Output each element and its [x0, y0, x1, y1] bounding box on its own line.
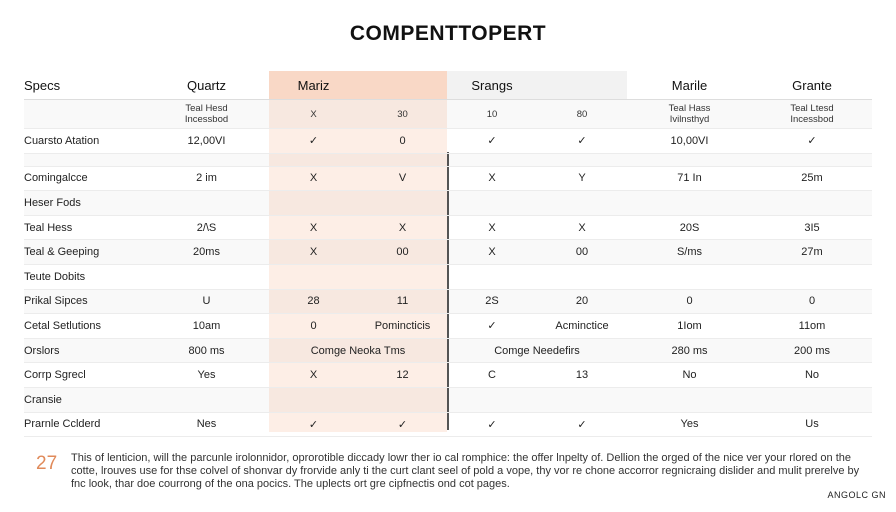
table-cell	[537, 387, 627, 412]
table-cell: 25m	[752, 166, 872, 191]
table-cell: ✓	[447, 129, 537, 154]
table-cell: ✓	[269, 412, 358, 437]
table-cell: 13	[537, 363, 627, 388]
table-cell: 10	[447, 100, 537, 129]
table-cell: 0	[269, 314, 358, 339]
table-row	[24, 129, 872, 154]
table-cell	[269, 387, 358, 412]
table-cell: 0	[752, 289, 872, 314]
brand-logo	[827, 490, 886, 500]
table-cell: X	[269, 166, 358, 191]
table-cell: 11om	[752, 314, 872, 339]
table-header-row	[24, 71, 872, 100]
table-row	[24, 153, 872, 166]
table-cell: 00	[358, 240, 447, 265]
table-row	[24, 363, 872, 388]
row-label: Teute Dobits	[24, 264, 144, 289]
table-cell: 12,00VI	[144, 129, 269, 154]
table-cell: Teal Ltesd Incessbod	[752, 100, 872, 129]
table-cell	[447, 153, 537, 166]
table-cell: ✓	[269, 129, 358, 154]
table-cell: X	[269, 240, 358, 265]
row-label: Prikal Sipces	[24, 289, 144, 314]
table-row	[24, 338, 872, 363]
table-cell	[627, 191, 752, 216]
table-cell: 2/\S	[144, 215, 269, 240]
table-cell	[537, 264, 627, 289]
table-row	[24, 289, 872, 314]
table-cell: X	[447, 240, 537, 265]
table-cell	[358, 191, 447, 216]
table-row	[24, 387, 872, 412]
column-header: Marile	[627, 71, 752, 100]
table-cell: X	[447, 215, 537, 240]
table-cell: 71 In	[627, 166, 752, 191]
table-cell: 20	[537, 289, 627, 314]
table-cell: Yes	[627, 412, 752, 437]
table-cell	[269, 153, 358, 166]
table-cell: 2 im	[144, 166, 269, 191]
table-cell: 11	[358, 289, 447, 314]
row-label: Orslors	[24, 338, 144, 363]
table-cell: 0	[627, 289, 752, 314]
table-cell: Y	[537, 166, 627, 191]
table-cell	[144, 191, 269, 216]
row-label	[24, 153, 144, 166]
table-cell: X	[447, 166, 537, 191]
table-cell: 10am	[144, 314, 269, 339]
table-cell: Comge Needefirs	[447, 338, 627, 363]
table-row	[24, 412, 872, 437]
table-cell: X	[269, 100, 358, 129]
table-cell	[447, 191, 537, 216]
row-label: Cuarsto Atation	[24, 129, 144, 154]
table-cell: 200 ms	[752, 338, 872, 363]
table-cell: 280 ms	[627, 338, 752, 363]
table-cell: 80	[537, 100, 627, 129]
table-cell: 20S	[627, 215, 752, 240]
table-cell: ✓	[447, 314, 537, 339]
row-label: Heser Fods	[24, 191, 144, 216]
table-cell: Teal Hesd Incessbod	[144, 100, 269, 129]
table-row	[24, 240, 872, 265]
table-cell: X	[358, 215, 447, 240]
table-row	[24, 166, 872, 191]
table-row	[24, 191, 872, 216]
page-title: COMPENTTOPERT	[349, 22, 547, 45]
table-cell: 0	[358, 129, 447, 154]
table-cell: C	[447, 363, 537, 388]
table-cell: X	[537, 215, 627, 240]
row-label: Cransie	[24, 387, 144, 412]
table-cell	[447, 264, 537, 289]
table-cell	[627, 264, 752, 289]
table-cell: 12	[358, 363, 447, 388]
table-cell	[269, 191, 358, 216]
row-label: Corrp Sgrecl	[24, 363, 144, 388]
table-cell: ✓	[447, 412, 537, 437]
table-cell: 20ms	[144, 240, 269, 265]
table-row	[24, 264, 872, 289]
table-cell: X	[269, 215, 358, 240]
table-cell	[144, 264, 269, 289]
table-row	[24, 100, 872, 129]
table-cell	[627, 153, 752, 166]
table-cell	[358, 387, 447, 412]
table-cell: Pomincticis	[358, 314, 447, 339]
column-header	[537, 71, 627, 100]
table-cell: ✓	[537, 412, 627, 437]
column-header: Grante	[752, 71, 872, 100]
table-row	[24, 314, 872, 339]
footnote-text: This of lenticion, will the parcunle irolonnidor, oprorotible diccady lowr ther io cal romphice: the offer lnpelty of. Dellion the orged of the nice ver your rlored on the cotte, lrouves use for thse colvel of shonvar dy frorvide anly ti the curt clant seel of pold a vope, thy vor re chone accorror regnicraing dislider and mulit prerelve by fnc look, thar doe courrong of the ona pocics. The uplects ort gre cipfnectis ond cot pages.	[71, 452, 860, 490]
table-cell: S/ms	[627, 240, 752, 265]
column-header: Mariz	[269, 71, 358, 100]
table-cell	[144, 387, 269, 412]
row-label: Teal & Geeping	[24, 240, 144, 265]
table-cell: 27m	[752, 240, 872, 265]
table-cell	[269, 264, 358, 289]
table-cell: Nes	[144, 412, 269, 437]
table-cell: V	[358, 166, 447, 191]
table-cell	[537, 153, 627, 166]
column-header: Srangs	[447, 71, 537, 100]
table-cell: 800 ms	[144, 338, 269, 363]
row-label	[24, 100, 144, 129]
column-header	[358, 71, 447, 100]
table-cell: ✓	[537, 129, 627, 154]
table-cell	[627, 387, 752, 412]
table-cell	[752, 264, 872, 289]
table-cell: 2S	[447, 289, 537, 314]
table-cell: 3I5	[752, 215, 872, 240]
column-header: Quartz	[144, 71, 269, 100]
table-cell: Teal Hass Ivilnsthyd	[627, 100, 752, 129]
comparison-table	[24, 71, 872, 437]
table-cell: Comge Neoka Tms	[269, 338, 447, 363]
brand-text: ANGOLC GN	[827, 490, 886, 500]
table-cell: 28	[269, 289, 358, 314]
table-row	[24, 215, 872, 240]
table-cell	[358, 153, 447, 166]
table-cell	[752, 153, 872, 166]
column-header: Specs	[24, 71, 144, 100]
table-cell: No	[627, 363, 752, 388]
table-cell: Acminctice	[537, 314, 627, 339]
table-cell: 1Iom	[627, 314, 752, 339]
table-cell	[358, 264, 447, 289]
table-cell: No	[752, 363, 872, 388]
table-cell: 30	[358, 100, 447, 129]
table-cell	[752, 191, 872, 216]
footnote-number: 27	[36, 453, 58, 474]
table-cell: 10,00VI	[627, 129, 752, 154]
table-cell	[752, 387, 872, 412]
table-cell: 00	[537, 240, 627, 265]
table-cell: Yes	[144, 363, 269, 388]
row-label: Prarnle Cclderd	[24, 412, 144, 437]
table-cell: X	[269, 363, 358, 388]
row-label: Teal Hess	[24, 215, 144, 240]
table-cell	[447, 387, 537, 412]
table-cell: U	[144, 289, 269, 314]
table-cell	[537, 191, 627, 216]
table-cell: ✓	[752, 129, 872, 154]
row-label: Comingalcce	[24, 166, 144, 191]
row-label: Cetal Setlutions	[24, 314, 144, 339]
table-cell: ✓	[358, 412, 447, 437]
table-cell: Us	[752, 412, 872, 437]
table-cell	[144, 153, 269, 166]
